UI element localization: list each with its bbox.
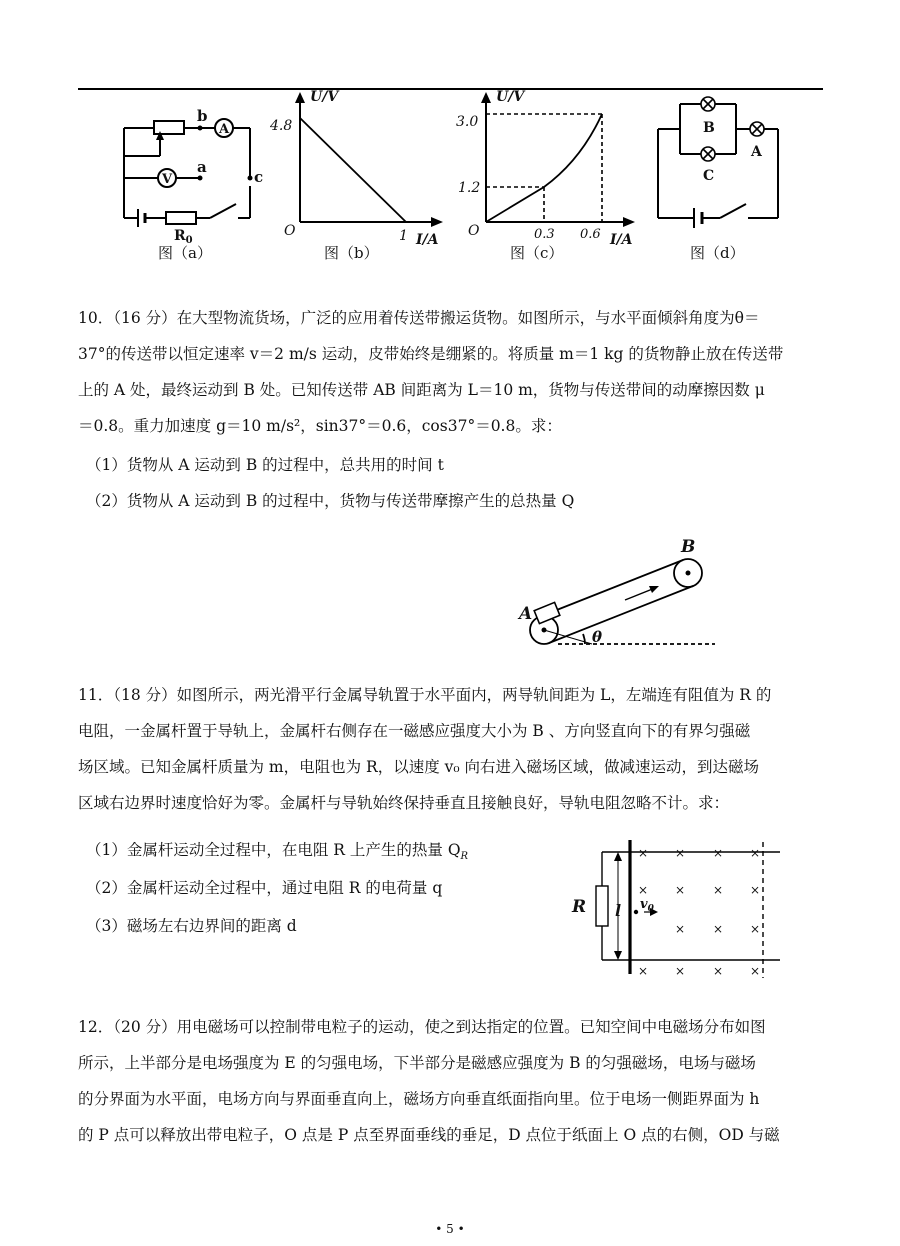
svg-text:×: ×: [750, 922, 761, 936]
q11-line: 场区域。已知金属杆质量为 m，电阻也为 R，以速度 v₀ 向右进入磁场区域，做减速运动，到达磁场: [78, 758, 760, 776]
q12-line: 所示，上半部分是电场强度为 E 的匀强电场，下半部分是磁感应强度为 B 的匀强磁场，电场与磁场: [78, 1054, 756, 1072]
angle-theta: θ: [592, 628, 603, 646]
q10-line: 上的 A 处，最终运动到 B 处。已知传送带 AB 间距离为 L＝10 m，货物与传送带间的动摩擦因数 μ: [78, 381, 765, 399]
figure-a-caption: 图（a）: [158, 244, 212, 262]
figure-c-caption: 图（c）: [510, 244, 564, 262]
x-tick-0.6: 0.6: [580, 227, 601, 242]
lamp-c-label: C: [703, 168, 715, 184]
figure-b-graph: [268, 88, 448, 266]
label-c: c: [254, 168, 264, 186]
figure-b-caption: 图（b）: [324, 244, 379, 262]
svg-text:×: ×: [713, 883, 724, 897]
label-a: A: [519, 604, 533, 624]
figure-d-circuit: [648, 92, 788, 266]
rail-gap-l: l: [615, 901, 622, 920]
y-tick-1.2: 1.2: [458, 180, 481, 196]
lamp-a-icon: [750, 122, 764, 136]
svg-text:×: ×: [675, 883, 686, 897]
figure-c-graph: [446, 88, 646, 266]
svg-text:×: ×: [638, 964, 649, 978]
svg-text:×: ×: [713, 922, 724, 936]
conveyor-belt-figure: [510, 530, 720, 654]
q10-line: ＝0.8。重力加速度 g＝10 m/s²，sin37°＝0.6，cos37°＝0.8。求：: [78, 417, 562, 435]
q12-line: 的 P 点可以释放出带电粒子，O 点是 P 点至界面垂线的垂足，D 点位于纸面上 O 点的右侧，OD 与磁: [78, 1126, 780, 1144]
q10-line: 10．（16 分）在大型物流货场，广泛的应用着传送带搬运货物。如图所示，与水平面倾斜角度为θ＝: [78, 309, 760, 327]
data-line-b: [300, 118, 406, 222]
axis-label-x: I/A: [610, 232, 633, 248]
axis-label-y: U/V: [496, 89, 525, 105]
label-b: b: [197, 107, 208, 125]
q11-sub3: （3）磁场左右边界间的距离 d: [86, 917, 297, 935]
axis-label-y: U/V: [310, 89, 339, 105]
q12-line: 的分界面为水平面，电场方向与界面垂直向上，磁场方向垂直纸面指向里。位于电场一侧距界面为 h: [78, 1090, 760, 1108]
q11-sub2: （2）金属杆运动全过程中，通过电阻 R 的电荷量 q: [86, 879, 443, 897]
x-tick-1: 1: [399, 228, 408, 244]
svg-text:×: ×: [638, 883, 649, 897]
origin-label: O: [468, 223, 480, 239]
y-tick-3.0: 3.0: [456, 114, 479, 130]
lamp-a-label: A: [751, 144, 762, 160]
svg-text:×: ×: [713, 964, 724, 978]
q12-text: [78, 1009, 826, 1153]
voltmeter-icon: V: [162, 172, 173, 187]
q12-line: 12．（20 分）用电磁场可以控制带电粒子的运动，使之到达指定的位置。已知空间中电磁场分布如图: [78, 1018, 766, 1036]
q10-sub1: （1）货物从 A 运动到 B 的过程中，总共用的时间 t: [86, 456, 444, 474]
q11-sub1: （1）金属杆运动全过程中，在电阻 R 上产生的热量 $Q_R$: [86, 841, 469, 863]
q11-line: 电阻，一金属杆置于导轨上，金属杆右侧存在一磁感应强度大小为 B 、方向竖直向下的有界匀强磁: [78, 722, 751, 740]
q10-line: 37°的传送带以恒定速率 v＝2 m/s 运动，皮带始终是绷紧的。将质量 m＝1 kg 的货物静止放在传送带: [78, 345, 784, 363]
svg-text:×: ×: [675, 964, 686, 978]
axis-label-x: I/A: [416, 232, 439, 248]
svg-text:×: ×: [713, 846, 724, 860]
q11-line: 区域右边界时速度恰好为零。金属杆与导轨始终保持垂直且接触良好，导轨电阻忽略不计。求：: [78, 794, 730, 812]
svg-text:×: ×: [675, 846, 686, 860]
q10-sub2: （2）货物从 A 运动到 B 的过程中，货物与传送带摩擦产生的总热量 Q: [86, 492, 575, 510]
page-number: • 5 •: [435, 1222, 465, 1236]
q11-line: 11．（18 分）如图所示，两光滑平行金属导轨置于水平面内，两导轨间距为 L，左端连有阻值为 R 的: [78, 686, 772, 704]
svg-text:×: ×: [750, 846, 761, 860]
svg-text:×: ×: [750, 883, 761, 897]
label-b: B: [681, 537, 696, 557]
q11-text: [78, 677, 826, 821]
lamp-b-icon: [701, 97, 715, 111]
lamp-c-icon: [701, 147, 715, 161]
figure-d-caption: 图（d）: [690, 244, 745, 262]
svg-text:×: ×: [638, 846, 649, 860]
data-curve-c: [486, 114, 602, 222]
svg-text:×: ×: [675, 922, 686, 936]
y-tick-4.8: 4.8: [270, 118, 293, 134]
velocity-v0: $v_0$: [640, 897, 654, 914]
figure-a-circuit: [108, 98, 278, 266]
resistor-r0-label: $R_0$: [174, 228, 193, 246]
x-tick-0.3: 0.3: [534, 227, 555, 242]
svg-text:×: ×: [750, 964, 761, 978]
label-a: a: [197, 158, 207, 176]
lamp-b-label: B: [703, 120, 715, 136]
origin-label: O: [284, 223, 296, 239]
q10-text: [78, 300, 826, 444]
rail-magnetic-figure: [566, 838, 786, 982]
ammeter-icon: A: [219, 122, 230, 137]
resistor-label-r: R: [572, 897, 587, 917]
